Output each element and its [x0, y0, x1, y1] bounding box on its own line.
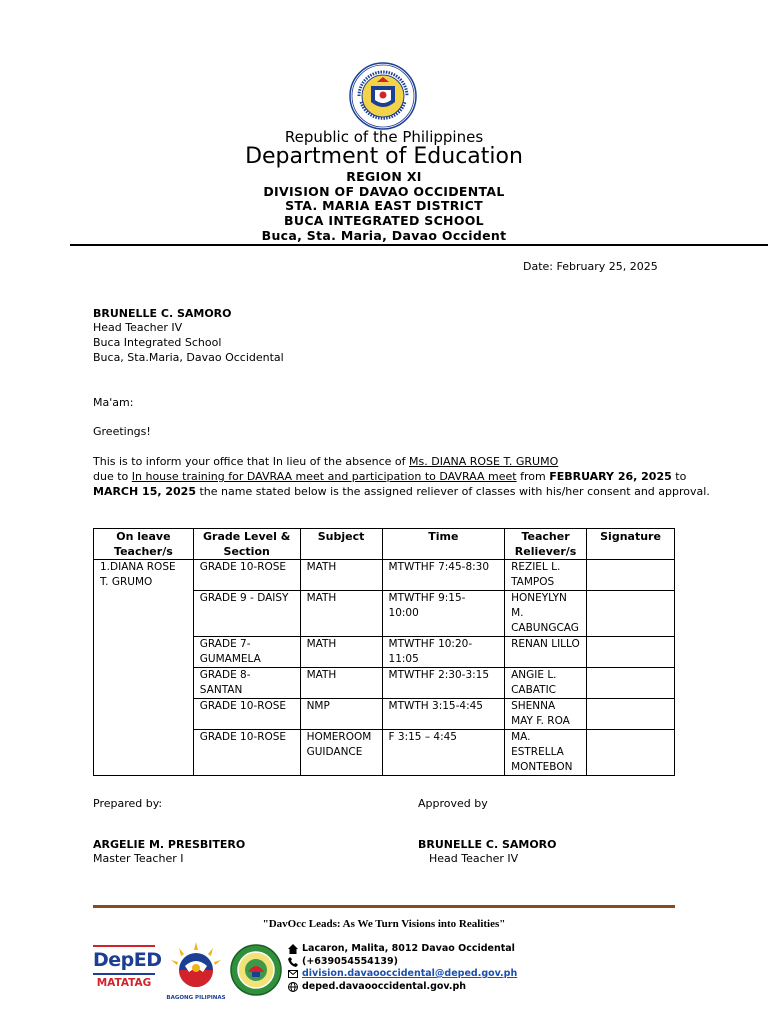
- header-divider: [70, 244, 768, 246]
- recipient-position: Head Teacher IV: [93, 321, 183, 334]
- footer-phone: (+639054554139): [302, 956, 398, 967]
- subject-cell: NMP: [300, 699, 382, 730]
- time-cell: MTWTHF 9:15- 10:00: [382, 591, 505, 637]
- footer-address: Lacaron, Malita, 8012 Davao Occidental: [302, 943, 515, 954]
- absent-teacher-name: Ms. DIANA ROSE T. GRUMO: [409, 455, 559, 468]
- footer-email-link[interactable]: division.davaooccidental@deped.gov.ph: [302, 968, 518, 979]
- salutation: Ma'am:: [93, 396, 134, 409]
- end-date: MARCH 15, 2025: [93, 485, 196, 498]
- deped-seal: [349, 62, 417, 130]
- col-time: Time: [382, 529, 505, 560]
- body-from: from: [516, 470, 550, 483]
- approved-by-label: Approved by: [418, 797, 488, 810]
- body-rest: the name stated below is the assigned reliever of classes with his/her consent and approval.: [195, 485, 710, 498]
- reliever-cell: HONEYLYN M. CABUNGCAG: [505, 591, 587, 637]
- time-cell: MTWTHF 2:30-3:15: [382, 668, 505, 699]
- reliever-schedule-table: [93, 528, 675, 776]
- footer-address-row: [288, 943, 515, 954]
- prepared-by-label: Prepared by:: [93, 797, 163, 810]
- district-line: STA. MARIA EAST DISTRICT: [285, 198, 483, 213]
- signature-cell: [587, 699, 675, 730]
- matatag-logo-text: MATATAG: [96, 977, 152, 989]
- recipient-school: Buca Integrated School: [93, 336, 222, 349]
- footer-divider: [93, 905, 675, 908]
- deped-logo-text: DepED: [93, 949, 162, 971]
- bagong-pilipinas-emblem: [163, 942, 229, 990]
- deped-matatag-logo: [93, 945, 162, 997]
- col-signature: Signature: [587, 529, 675, 560]
- body-line-2: [93, 469, 686, 484]
- reliever-cell: REZIEL L. TAMPOS: [505, 560, 587, 591]
- footer-website-row: [288, 981, 466, 992]
- bagong-pilipinas-logo: [163, 942, 229, 1000]
- email-icon: [288, 969, 298, 979]
- reliever-cell: SHENNA MAY F. ROA: [505, 699, 587, 730]
- footer-motto: "DavOcc Leads: As We Turn Visions into Realities": [262, 918, 506, 930]
- address-line: Buca, Sta. Maria, Davao Occident: [261, 228, 507, 243]
- grade-section-cell: GRADE 7- GUMAMELA: [193, 637, 300, 668]
- body-to: to: [671, 470, 687, 483]
- approver-name: BRUNELLE C. SAMORO: [418, 838, 557, 851]
- start-date: FEBRUARY 26, 2025: [549, 470, 672, 483]
- globe-icon: [288, 982, 298, 992]
- grade-section-cell: GRADE 10-ROSE: [193, 730, 300, 776]
- on-leave-teacher-cell: 1.DIANA ROSE T. GRUMO: [94, 560, 194, 776]
- preparer-name: ARGELIE M. PRESBITERO: [93, 838, 246, 851]
- division-seal: [230, 944, 282, 996]
- subject-cell: MATH: [300, 637, 382, 668]
- signature-cell: [587, 668, 675, 699]
- reliever-cell: RENAN LILLO: [505, 637, 587, 668]
- absence-reason: In house training for DAVRAA meet and participation to DAVRAA meet: [131, 470, 517, 483]
- footer-phone-row: [288, 956, 398, 967]
- reliever-cell: ANGIE L. CABATIC: [505, 668, 587, 699]
- footer-email-row: [288, 968, 517, 979]
- body-due-to: due to: [93, 470, 132, 483]
- school-line: BUCA INTEGRATED SCHOOL: [284, 213, 484, 228]
- body-line-1: [93, 454, 558, 469]
- time-cell: MTWTH 3:15-4:45: [382, 699, 505, 730]
- table-header-row: [94, 529, 675, 560]
- greeting: Greetings!: [93, 425, 151, 438]
- bagong-pilipinas-text: BAGONG PILIPINAS: [166, 995, 226, 1001]
- grade-section-cell: GRADE 10-ROSE: [193, 699, 300, 730]
- reliever-cell: MA. ESTRELLA MONTEBON: [505, 730, 587, 776]
- time-cell: MTWTHF 7:45-8:30: [382, 560, 505, 591]
- approver-title: Head Teacher IV: [429, 852, 519, 865]
- col-reliever: Teacher Reliever/s: [505, 529, 587, 560]
- subject-cell: MATH: [300, 560, 382, 591]
- col-grade-section: Grade Level & Section: [193, 529, 300, 560]
- signature-cell: [587, 591, 675, 637]
- department-title: Department of Education: [245, 144, 523, 169]
- division-line: DIVISION OF DAVAO OCCIDENTAL: [263, 184, 505, 199]
- time-cell: MTWTHF 10:20- 11:05: [382, 637, 505, 668]
- col-on-leave: On leave Teacher/s: [94, 529, 194, 560]
- grade-section-cell: GRADE 10-ROSE: [193, 560, 300, 591]
- region-line: REGION XI: [346, 169, 422, 184]
- grade-section-cell: GRADE 9 - DAISY: [193, 591, 300, 637]
- signature-cell: [587, 560, 675, 591]
- subject-cell: MATH: [300, 591, 382, 637]
- recipient-address: Buca, Sta.Maria, Davao Occidental: [93, 351, 284, 364]
- signature-cell: [587, 637, 675, 668]
- phone-icon: [288, 957, 298, 967]
- table-row: [94, 560, 675, 591]
- time-cell: F 3:15 – 4:45: [382, 730, 505, 776]
- recipient-name: BRUNELLE C. SAMORO: [93, 307, 232, 320]
- home-icon: [288, 944, 298, 954]
- letter-date: Date: February 25, 2025: [523, 260, 658, 273]
- col-subject: Subject: [300, 529, 382, 560]
- preparer-title: Master Teacher I: [93, 852, 184, 865]
- grade-section-cell: GRADE 8- SANTAN: [193, 668, 300, 699]
- republic-line: Republic of the Philippines: [284, 128, 484, 146]
- subject-cell: HOMEROOM GUIDANCE: [300, 730, 382, 776]
- subject-cell: MATH: [300, 668, 382, 699]
- footer-website: deped.davaooccidental.gov.ph: [302, 981, 467, 992]
- signature-cell: [587, 730, 675, 776]
- body-intro: This is to inform your office that In lieu of the absence of: [93, 455, 410, 468]
- body-line-3: [93, 484, 710, 499]
